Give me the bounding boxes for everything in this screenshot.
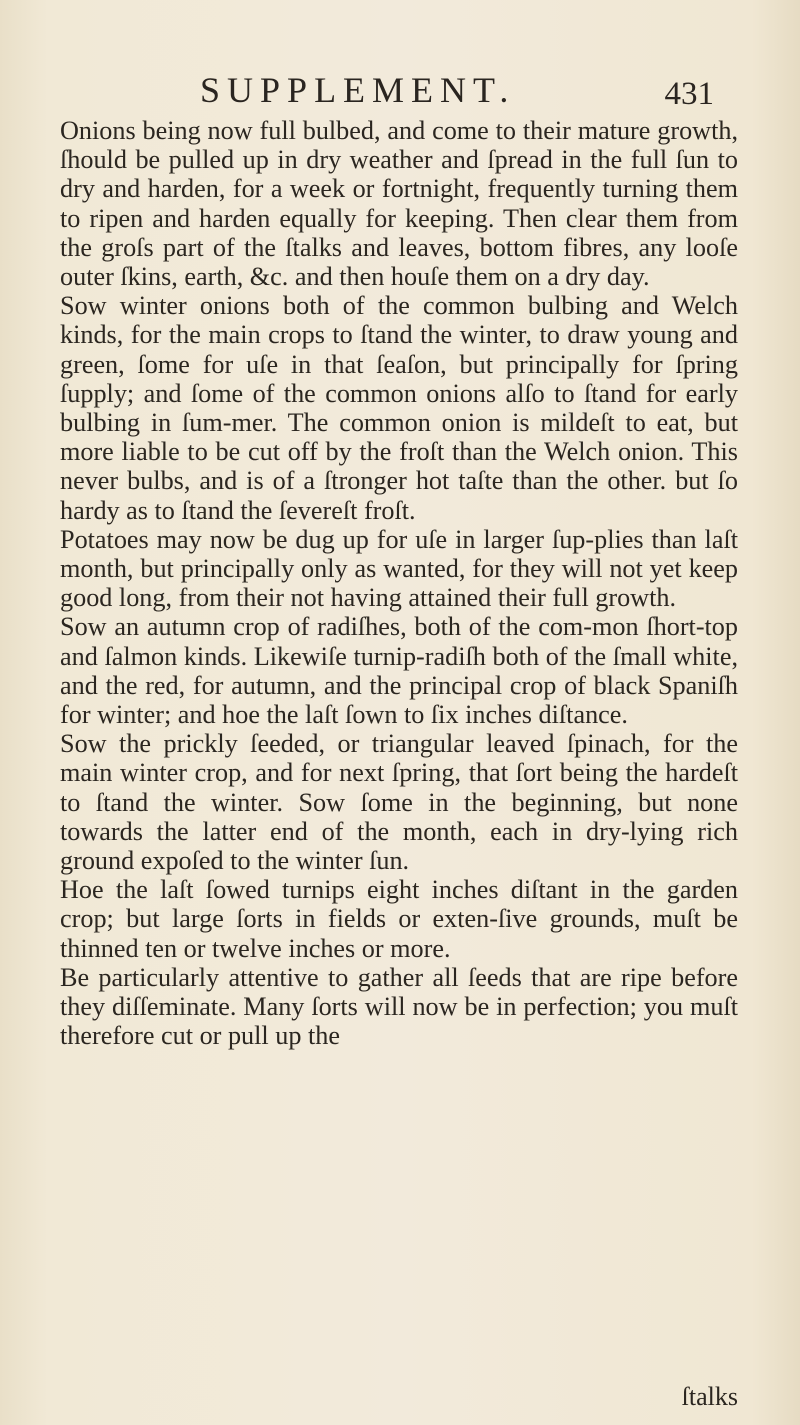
paragraph-onions-harvest: Onions being now full bulbed, and come to their mature growth, ſhould be pulled up in dry weather and ſpread in the full ſun to dry and harden, for a week or fortnight, frequently turning them to ripen and harden equally for keeping. Then clear them from the groſs part of the ſtalks and leaves, bottom fibres, any looſe outer ſkins, earth, &c. and then houſe them on a dry day. <box>60 116 738 292</box>
paragraph-spinach: Sow the prickly ſeeded, or triangular leaved ſpinach, for the main winter crop, and for next ſpring, that ſort being the hardeſt to ſtand the winter. Sow ſome in the beginning, but none towards the latter end of the month, each in dry-lying rich ground expoſed to the winter ſun. <box>60 729 738 876</box>
paragraph-radishes: Sow an autumn crop of radiſhes, both of the com-mon ſhort-top and ſalmon kinds. Likewiſe turnip-radiſh both of the ſmall white, and the red, for autumn, and the principal crop of black Spaniſh for winter; and hoe the laſt ſown to ſix inches diſtance. <box>60 612 738 730</box>
paragraph-seeds: Be particularly attentive to gather all ſeeds that are ripe before they diſſeminate. Many ſorts will now be in perfection; you muſt therefore cut or pull up the <box>60 962 738 1051</box>
catchword: ſtalks <box>681 1382 738 1411</box>
paragraph-potatoes: Potatoes may now be dug up for uſe in larger ſup-plies than laſt month, but principally only as wanted, for they will not yet keep good long, from their not having attained their full growth. <box>60 524 738 613</box>
paragraph-turnips: Hoe the laſt ſowed turnips eight inches diſtant in the garden crop; but large ſorts in fields or exten-ſive grounds, muſt be thinned ten or twelve inches or more. <box>60 875 738 963</box>
page-number: 431 <box>664 76 714 112</box>
page-header <box>200 66 720 114</box>
running-title: SUPPLEMENT. <box>200 70 516 110</box>
paragraph-winter-onions: Sow winter onions both of the common bulbing and Welch kinds, for the main crops to ſtand the winter, to draw young and green, ſome for uſe in that ſeaſon, but principally for ſpring ſupply; and ſome of the common onions alſo to ſtand for early bulbing in ſum-mer. The common onion is mildeſt to eat, but more liable to be cut off by the froſt than the Welch onion. This never bulbs, and is of a ſtronger hot taſte than the other. but ſo hardy as to ſtand the ſevereſt froſt. <box>60 291 738 525</box>
body-text <box>60 116 738 1051</box>
